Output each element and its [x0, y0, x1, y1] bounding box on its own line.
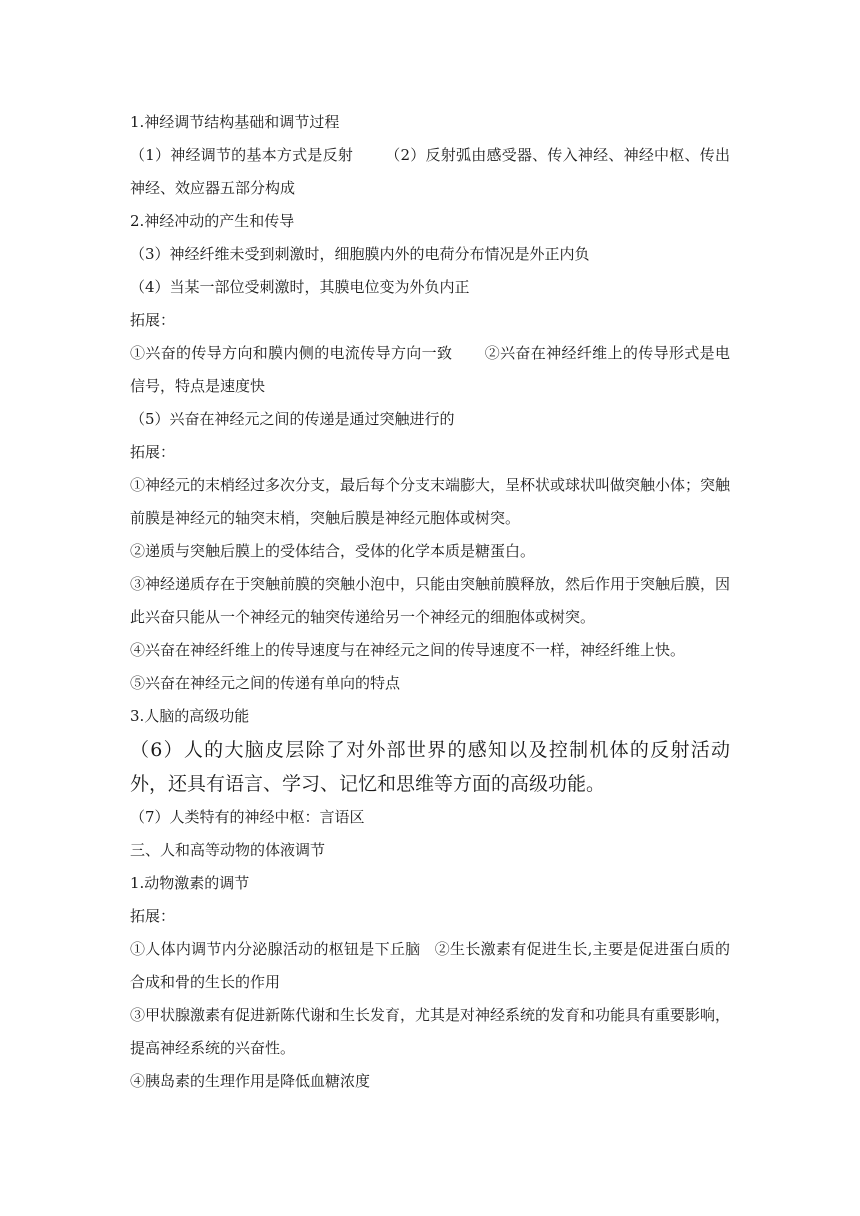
- paragraph: [130, 933, 730, 999]
- extension-label: 拓展：: [130, 311, 176, 329]
- paragraph: [130, 337, 730, 403]
- paragraph: ③甲状腺激素有促进新陈代谢和生长发育，尤其是对神经系统的发育和功能具有重要影响，提高神经系统的兴奋性。: [130, 1006, 731, 1057]
- extension-label: 拓展：: [130, 907, 176, 925]
- paragraph: ④兴奋在神经纤维上的传导速度与在神经元之间的传导速度不一样，神经纤维上快。: [130, 641, 686, 659]
- paragraph: （6）人的大脑皮层除了对外部世界的感知以及控制机体的反射活动外，还具有语言、学习、记忆和思维等方面的高级功能。: [130, 739, 730, 795]
- paragraph: [130, 139, 730, 205]
- item-text: （2）反射弧由感受器、传入神经、神经中枢、传出神经、效应器五部分构成: [130, 146, 730, 197]
- paragraph: （4）当某一部位受刺激时，其膜电位变为外负内正: [130, 278, 470, 296]
- paragraph: ⑤兴奋在神经元之间的传递有单向的特点: [130, 674, 401, 692]
- paragraph: ②递质与突触后膜上的受体结合，受体的化学本质是糖蛋白。: [130, 542, 536, 560]
- document-body: [130, 106, 730, 1098]
- paragraph: ④胰岛素的生理作用是降低血糖浓度: [130, 1072, 371, 1090]
- item-text: ②兴奋在神经纤维上的传导形式是电信号，特点是速度快: [130, 344, 730, 395]
- paragraph: （5）兴奋在神经元之间的传递是通过突触进行的: [130, 410, 455, 428]
- section-title: 1.神经调节结构基础和调节过程: [130, 113, 340, 131]
- item-text: ②生长激素有促进生长,主要是促进蛋白质的合成和骨的生长的作用: [130, 940, 730, 991]
- extension-label: 拓展：: [130, 443, 176, 461]
- paragraph: ③神经递质存在于突触前膜的突触小泡中，只能由突触前膜释放，然后作用于突触后膜，因此兴奋只能从一个神经元的轴突传递给另一个神经元的细胞体或树突。: [130, 575, 731, 626]
- item-text: ①人体内调节内分泌腺活动的枢钮是下丘脑: [130, 940, 421, 958]
- section-title: 1.动物激素的调节: [130, 874, 250, 892]
- item-text: （1）神经调节的基本方式是反射: [130, 146, 354, 164]
- section-title: 2.神经冲动的产生和传导: [130, 212, 295, 230]
- paragraph: ①神经元的末梢经过多次分支，最后每个分支末端膨大，呈杯状或球状叫做突触小体；突触前膜是神经元的轴突末梢，突触后膜是神经元胞体或树突。: [130, 476, 731, 527]
- paragraph: （3）神经纤维未受到刺激时，细胞膜内外的电荷分布情况是外正内负: [130, 245, 590, 263]
- paragraph: （7）人类特有的神经中枢：言语区: [130, 808, 365, 826]
- part-title: 三、人和高等动物的体液调节: [130, 841, 326, 859]
- item-text: ①兴奋的传导方向和膜内侧的电流传导方向一致: [130, 344, 453, 362]
- section-title: 3.人脑的高级功能: [130, 707, 250, 725]
